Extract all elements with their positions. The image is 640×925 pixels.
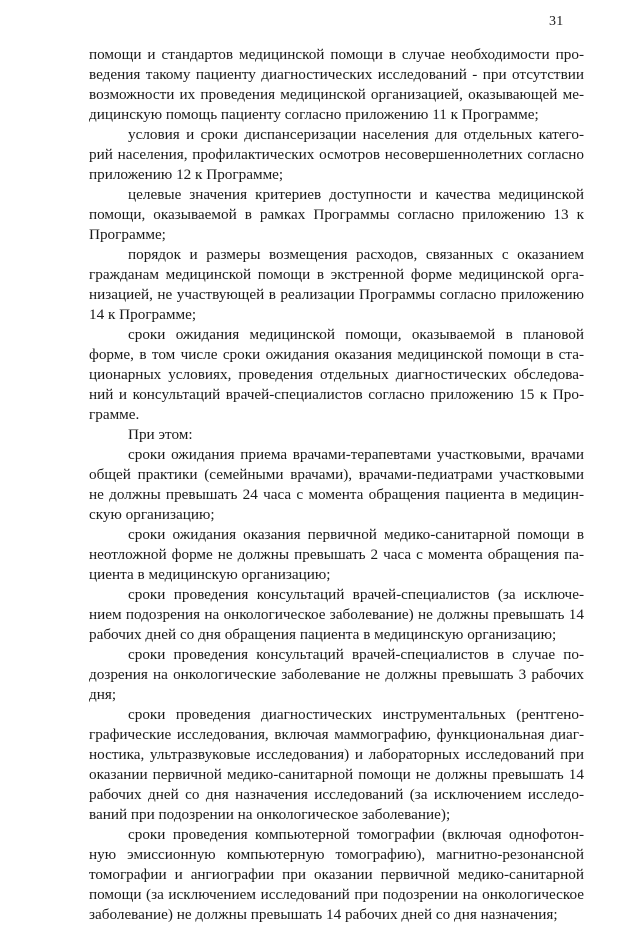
paragraph: сроки проведения диагностических инструментальных (рентгенографические исследования, включая маммографию, функциональная диагностика, ультразвуковые исследования) и лабораторных исследований при оказании первичной медико-санитарной помощи не должны превышать 14 рабочих дней со дня назначения исследований (за исключением исследований при подозрении на онкологическое заболевание); (89, 706, 584, 823)
paragraph: сроки ожидания оказания первичной медико-санитарной помощи в неотложной форме не должны превышать 2 часа с момента обращения пациента в медицинскую организацию; (89, 526, 584, 583)
paragraph: сроки ожидания приема врачами-терапевтами участковыми, врачами общей практики (семейными врачами), врачами-педиатрами участковыми не должны превышать 24 часа с момента обращения пациента в медицинскую организацию; (89, 446, 584, 523)
paragraph: сроки проведения компьютерной томографии (включая однофотонную эмиссионную компьютерную томографию), магнитно-резонансной томографии и ангиографии при оказании первичной медико-санитарной помощи (за исключением исследований при подозрении на онкологическое заболевание) не должны превышать 14 рабочих дней со дня назначения; (89, 826, 584, 923)
paragraph: сроки проведения консультаций врачей-специалистов (за исключением подозрения на онкологическое заболевание) не должны превышать 14 рабочих дней со дня обращения пациента в медицинскую организацию; (89, 586, 584, 643)
paragraph: При этом: (128, 426, 193, 443)
paragraph: целевые значения критериев доступности и качества медицинской помощи, оказываемой в рамках Программы согласно приложению 13 к Программе; (89, 186, 584, 243)
paragraph: сроки ожидания медицинской помощи, оказываемой в плановой форме, в том числе сроки ожидания оказания медицинской помощи в стационарных условиях, проведения отдельных диагностических обследований и консультаций врачей-специалистов согласно приложению 15 к Программе. (89, 326, 584, 423)
paragraph: сроки проведения консультаций врачей-специалистов в случае подозрения на онкологические заболевание не должны превышать 3 рабочих дня; (89, 646, 584, 703)
paragraph: условия и сроки диспансеризации населения для отдельных категорий населения, профилактических осмотров несовершеннолетних согласно приложению 12 к Программе; (89, 126, 584, 183)
paragraph: помощи и стандартов медицинской помощи в случае необходимости проведения такому пациенту диагностических исследований - при отсутствии возможности их проведения медицинской организацией, оказывающей медицинскую помощь пациенту согласно приложению 11 к Программе; (89, 46, 584, 123)
document-body (89, 45, 584, 925)
page-number: 31 (549, 14, 564, 29)
paragraph: порядок и размеры возмещения расходов, связанных с оказанием гражданам медицинской помощи в экстренной форме медицинской организацией, не участвующей в реализации Программы согласно приложению 14 к Программе; (89, 246, 584, 323)
